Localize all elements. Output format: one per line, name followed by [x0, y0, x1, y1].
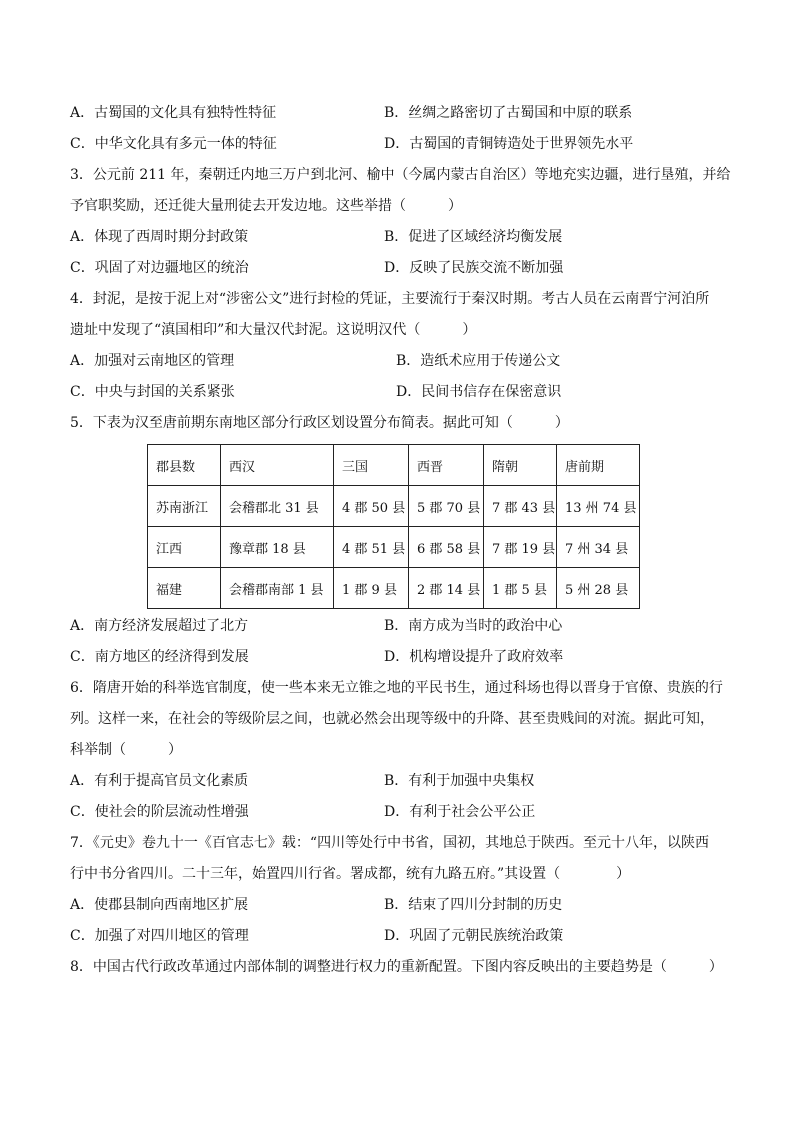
q3-stem	[70, 160, 730, 222]
q7-option-d[interactable]: D．巩固了元朝民族统治政策	[384, 928, 564, 944]
q5-table-row	[148, 486, 640, 527]
q5-options-row-2	[70, 642, 730, 673]
q2-option-c[interactable]: C．中华文化具有多元一体的特征	[70, 136, 277, 152]
q5-table-cell: 江西	[148, 527, 221, 568]
q5-table-cell: 1 郡 5 县	[484, 568, 557, 609]
q5-table-cell: 福建	[148, 568, 221, 609]
q7-stem-line-2: 行中书分省四川。二十三年，始置四川行省。署成都，统有九路五府。”其设置（ ）	[70, 866, 631, 882]
q5-table-header-cell: 郡县数	[148, 445, 221, 486]
q3-options-row-2	[70, 253, 730, 284]
q7-options-row-1	[70, 890, 730, 921]
q5-table-cell: 会稽郡北 31 县	[221, 486, 334, 527]
q6-option-c[interactable]: C．使社会的阶层流动性增强	[70, 804, 249, 820]
q8-stem	[70, 952, 730, 983]
q5-table-header-cell: 隋朝	[484, 445, 557, 486]
q5-table-cell: 会稽郡南部 1 县	[221, 568, 334, 609]
q3-stem-line-2: 予官职奖励，还迁徙大量刑徒去开发边地。这些举措（ ）	[70, 198, 462, 214]
q3-option-c[interactable]: C．巩固了对边疆地区的统治	[70, 260, 249, 276]
q5-table-cell: 5 郡 70 县	[409, 486, 484, 527]
q4-stem-line-1: 4．封泥，是按于泥上对“涉密公文”进行封检的凭证，主要流行于秦汉时期。考古人员在云南晋宁河泊所	[70, 291, 710, 307]
q5-table-cell: 7 郡 43 县	[484, 486, 557, 527]
q5-option-a[interactable]: A．南方经济发展超过了北方	[70, 618, 249, 634]
q5-table-cell: 13 州 74 县	[557, 486, 640, 527]
q4-options-row-2	[70, 377, 730, 408]
q5-option-d[interactable]: D．机构增设提升了政府效率	[384, 649, 564, 665]
q2-option-b[interactable]: B．丝绸之路密切了古蜀国和中原的联系	[384, 105, 633, 121]
q6-stem	[70, 673, 730, 766]
exam-page	[70, 98, 730, 983]
q2-options-row-1	[70, 98, 730, 129]
q5-table-cell: 6 郡 58 县	[409, 527, 484, 568]
q5-table-cell: 苏南浙江	[148, 486, 221, 527]
q5-table-cell: 7 州 34 县	[557, 527, 640, 568]
q5-table-cell: 5 州 28 县	[557, 568, 640, 609]
q5-table-cell: 豫章郡 18 县	[221, 527, 334, 568]
q2-option-a[interactable]: A．古蜀国的文化具有独特性特征	[70, 105, 277, 121]
q4-stem	[70, 284, 730, 346]
q7-option-b[interactable]: B．结束了四川分封制的历史	[384, 897, 563, 913]
q5-table-cell: 2 郡 14 县	[409, 568, 484, 609]
q5-table-cell: 4 郡 50 县	[334, 486, 409, 527]
q5-options-row-1	[70, 611, 730, 642]
q3-option-b[interactable]: B．促进了区域经济均衡发展	[384, 229, 563, 245]
q4-option-b[interactable]: B．造纸术应用于传递公文	[396, 353, 561, 369]
q2-option-d[interactable]: D．古蜀国的青铜铸造处于世界领先水平	[384, 136, 634, 152]
q6-options-row-1	[70, 766, 730, 797]
q5-table-wrap	[70, 444, 730, 609]
q6-option-a[interactable]: A．有利于提高官员文化素质	[70, 773, 249, 789]
q6-stem-line-1: 6．隋唐开始的科举选官制度，使一些本来无立锥之地的平民书生，通过科场也得以晋身于官僚、贵族的行	[70, 680, 723, 696]
q7-stem-line-1: 7．《元史》卷九十一《百官志七》载：“四川等处行中书省，国初，其地总于陕西。至元十八年，以陕西	[70, 835, 710, 851]
q6-option-b[interactable]: B．有利于加强中央集权	[384, 773, 535, 789]
q5-table-header-row	[148, 445, 640, 486]
q5-option-b[interactable]: B．南方成为当时的政治中心	[384, 618, 563, 634]
q5-table-cell: 7 郡 19 县	[484, 527, 557, 568]
q5-table-row	[148, 527, 640, 568]
q5-table	[147, 444, 640, 609]
q4-option-c[interactable]: C．中央与封国的关系紧张	[70, 384, 235, 400]
q5-stem	[70, 408, 730, 439]
q7-option-a[interactable]: A．使郡县制向西南地区扩展	[70, 897, 249, 913]
q4-options-row-1	[70, 346, 730, 377]
q3-options-row-1	[70, 222, 730, 253]
q5-stem-line-1: 5．下表为汉至唐前期东南地区部分行政区划设置分布简表。据此可知（ ）	[70, 415, 569, 431]
q3-option-d[interactable]: D．反映了民族交流不断加强	[384, 260, 564, 276]
q4-stem-line-2: 遗址中发现了“滇国相印”和大量汉代封泥。这说明汉代（ ）	[70, 322, 477, 338]
q5-table-header-cell: 西汉	[221, 445, 334, 486]
q8-stem-line-1: 8．中国古代行政改革通过内部体制的调整进行权力的重新配置。下图内容反映出的主要趋势是（ ）	[70, 959, 723, 975]
q6-option-d[interactable]: D．有利于社会公平公正	[384, 804, 536, 820]
q6-stem-line-2: 列。这样一来，在社会的等级阶层之间，也就必然会出现等级中的升降、甚至贵贱间的对流。据此可知，	[70, 711, 714, 727]
q5-table-header-cell: 三国	[334, 445, 409, 486]
q7-stem	[70, 828, 730, 890]
q3-stem-line-1: 3．公元前 211 年，秦朝迁内地三万户到北河、榆中（今属内蒙古自治区）等地充实边疆，进行垦殖，并给	[70, 167, 731, 183]
q4-option-d[interactable]: D．民间书信存在保密意识	[396, 384, 562, 400]
q5-table-cell: 4 郡 51 县	[334, 527, 409, 568]
q6-stem-line-3: 科举制（ ）	[70, 742, 182, 758]
q3-option-a[interactable]: A．体现了西周时期分封政策	[70, 229, 249, 245]
q7-option-c[interactable]: C．加强了对四川地区的管理	[70, 928, 249, 944]
q5-table-header-cell: 唐前期	[557, 445, 640, 486]
q4-option-a[interactable]: A．加强对云南地区的管理	[70, 353, 235, 369]
q5-table-row	[148, 568, 640, 609]
q5-option-c[interactable]: C．南方地区的经济得到发展	[70, 649, 249, 665]
q5-table-cell: 1 郡 9 县	[334, 568, 409, 609]
q6-options-row-2	[70, 797, 730, 828]
q5-table-header-cell: 西晋	[409, 445, 484, 486]
q7-options-row-2	[70, 921, 730, 952]
q2-options-row-2	[70, 129, 730, 160]
